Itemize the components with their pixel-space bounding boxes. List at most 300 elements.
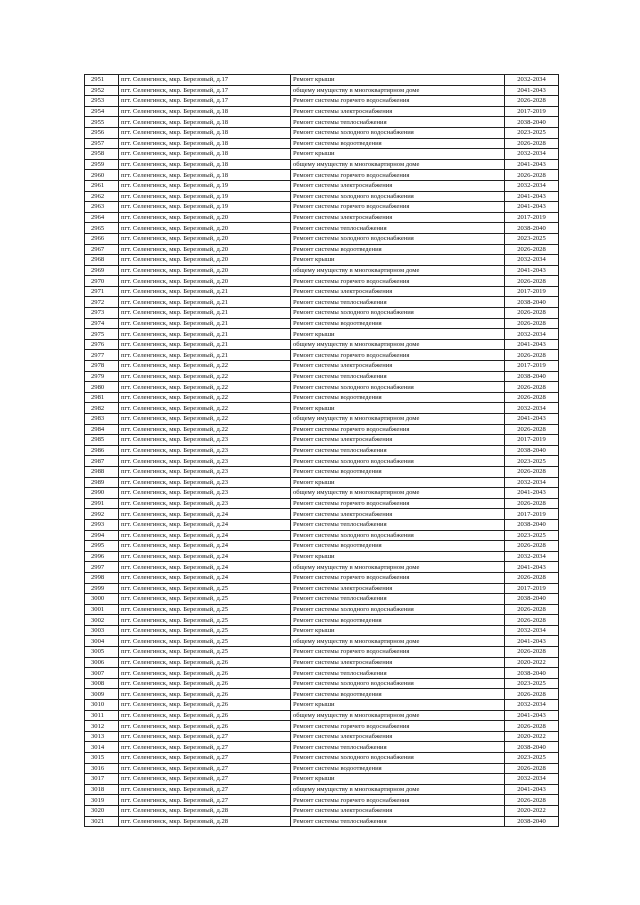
period-cell: 2038-2040: [505, 297, 559, 308]
table-row: [85, 424, 559, 435]
table-row: [85, 350, 559, 361]
period-cell: 2041-2043: [505, 202, 559, 213]
address-cell: пгт. Селенгинск, мкр. Березовый, д.20: [119, 212, 291, 223]
table-row: [85, 541, 559, 552]
work-type-cell: Ремонт системы горячего водоснабжения: [291, 498, 505, 509]
period-cell: 2032-2034: [505, 180, 559, 191]
work-type-cell: Ремонт системы холодного водоснабжения: [291, 604, 505, 615]
table-row: [85, 551, 559, 562]
address-cell: пгт. Селенгинск, мкр. Березовый, д.22: [119, 414, 291, 425]
table-row: [85, 403, 559, 414]
row-number: 3005: [85, 647, 119, 658]
work-type-cell: Ремонт системы холодного водоснабжения: [291, 308, 505, 319]
address-cell: пгт. Селенгинск, мкр. Березовый, д.21: [119, 339, 291, 350]
table-row: [85, 678, 559, 689]
work-type-cell: Ремонт крыши: [291, 75, 505, 86]
row-number: 2994: [85, 530, 119, 541]
work-type-cell: Ремонт системы водоотведения: [291, 689, 505, 700]
address-cell: пгт. Селенгинск, мкр. Березовый, д.27: [119, 763, 291, 774]
period-cell: 2038-2040: [505, 742, 559, 753]
work-type-cell: Ремонт системы электроснабжения: [291, 731, 505, 742]
address-cell: пгт. Селенгинск, мкр. Березовый, д.21: [119, 297, 291, 308]
period-cell: 2026-2028: [505, 308, 559, 319]
table-row: [85, 117, 559, 128]
address-cell: пгт. Селенгинск, мкр. Березовый, д.26: [119, 721, 291, 732]
row-number: 3016: [85, 763, 119, 774]
table-row: [85, 509, 559, 520]
address-cell: пгт. Селенгинск, мкр. Березовый, д.24: [119, 562, 291, 573]
table-row: [85, 572, 559, 583]
work-type-cell: Ремонт системы электроснабжения: [291, 805, 505, 816]
work-type-cell: Ремонт системы электроснабжения: [291, 583, 505, 594]
work-type-cell: Ремонт системы электроснабжения: [291, 657, 505, 668]
address-cell: пгт. Селенгинск, мкр. Березовый, д.25: [119, 647, 291, 658]
table-row: [85, 318, 559, 329]
table-row: [85, 127, 559, 138]
period-cell: 2026-2028: [505, 318, 559, 329]
row-number: 3006: [85, 657, 119, 668]
work-type-cell: общему имуществу в многоквартирном доме: [291, 85, 505, 96]
period-cell: 2032-2034: [505, 329, 559, 340]
row-number: 3010: [85, 700, 119, 711]
row-number: 3009: [85, 689, 119, 700]
period-cell: 2017-2019: [505, 106, 559, 117]
table-row: [85, 731, 559, 742]
work-type-cell: Ремонт системы теплоснабжения: [291, 297, 505, 308]
table-row: [85, 392, 559, 403]
table-row: [85, 202, 559, 213]
period-cell: 2026-2028: [505, 350, 559, 361]
table-row: [85, 223, 559, 234]
address-cell: пгт. Селенгинск, мкр. Березовый, д.22: [119, 424, 291, 435]
period-cell: 2026-2028: [505, 721, 559, 732]
work-type-cell: Ремонт системы горячего водоснабжения: [291, 276, 505, 287]
address-cell: пгт. Селенгинск, мкр. Березовый, д.27: [119, 774, 291, 785]
period-cell: 2032-2034: [505, 551, 559, 562]
period-cell: 2038-2040: [505, 519, 559, 530]
period-cell: 2020-2022: [505, 805, 559, 816]
period-cell: 2026-2028: [505, 244, 559, 255]
row-number: 2955: [85, 117, 119, 128]
table-row: [85, 774, 559, 785]
row-number: 2966: [85, 233, 119, 244]
period-cell: 2026-2028: [505, 689, 559, 700]
row-number: 3021: [85, 816, 119, 827]
repair-schedule-table: [84, 74, 559, 827]
work-type-cell: общему имуществу в многоквартирном доме: [291, 636, 505, 647]
row-number: 2982: [85, 403, 119, 414]
address-cell: пгт. Селенгинск, мкр. Березовый, д.23: [119, 456, 291, 467]
address-cell: пгт. Селенгинск, мкр. Березовый, д.25: [119, 594, 291, 605]
table-row: [85, 583, 559, 594]
address-cell: пгт. Селенгинск, мкр. Березовый, д.18: [119, 138, 291, 149]
address-cell: пгт. Селенгинск, мкр. Березовый, д.28: [119, 805, 291, 816]
address-cell: пгт. Селенгинск, мкр. Березовый, д.20: [119, 223, 291, 234]
table-row: [85, 784, 559, 795]
work-type-cell: Ремонт крыши: [291, 551, 505, 562]
table-row: [85, 106, 559, 117]
period-cell: 2032-2034: [505, 477, 559, 488]
period-cell: 2017-2019: [505, 286, 559, 297]
address-cell: пгт. Селенгинск, мкр. Березовый, д.17: [119, 75, 291, 86]
period-cell: 2026-2028: [505, 615, 559, 626]
work-type-cell: Ремонт системы теплоснабжения: [291, 445, 505, 456]
work-type-cell: Ремонт системы горячего водоснабжения: [291, 647, 505, 658]
address-cell: пгт. Селенгинск, мкр. Березовый, д.23: [119, 466, 291, 477]
work-type-cell: общему имуществу в многоквартирном доме: [291, 562, 505, 573]
work-type-cell: общему имуществу в многоквартирном доме: [291, 784, 505, 795]
table-row: [85, 657, 559, 668]
repair-schedule-table-wrap: [84, 74, 558, 827]
table-row: [85, 615, 559, 626]
period-cell: 2017-2019: [505, 509, 559, 520]
work-type-cell: Ремонт системы водоотведения: [291, 318, 505, 329]
period-cell: 2023-2025: [505, 530, 559, 541]
row-number: 2954: [85, 106, 119, 117]
row-number: 2973: [85, 308, 119, 319]
period-cell: 2041-2043: [505, 784, 559, 795]
work-type-cell: Ремонт крыши: [291, 625, 505, 636]
period-cell: 2041-2043: [505, 414, 559, 425]
table-row: [85, 742, 559, 753]
row-number: 2959: [85, 159, 119, 170]
table-row: [85, 562, 559, 573]
work-type-cell: Ремонт системы электроснабжения: [291, 361, 505, 372]
work-type-cell: Ремонт системы водоотведения: [291, 392, 505, 403]
row-number: 2998: [85, 572, 119, 583]
work-type-cell: общему имуществу в многоквартирном доме: [291, 710, 505, 721]
table-row: [85, 255, 559, 266]
work-type-cell: Ремонт крыши: [291, 477, 505, 488]
address-cell: пгт. Селенгинск, мкр. Березовый, д.22: [119, 382, 291, 393]
work-type-cell: Ремонт системы горячего водоснабжения: [291, 350, 505, 361]
address-cell: пгт. Селенгинск, мкр. Березовый, д.24: [119, 519, 291, 530]
period-cell: 2017-2019: [505, 212, 559, 223]
address-cell: пгт. Селенгинск, мкр. Березовый, д.25: [119, 583, 291, 594]
period-cell: 2020-2022: [505, 657, 559, 668]
work-type-cell: Ремонт крыши: [291, 774, 505, 785]
work-type-cell: Ремонт крыши: [291, 403, 505, 414]
period-cell: 2026-2028: [505, 276, 559, 287]
work-type-cell: Ремонт системы водоотведения: [291, 763, 505, 774]
address-cell: пгт. Селенгинск, мкр. Березовый, д.22: [119, 403, 291, 414]
period-cell: 2026-2028: [505, 170, 559, 181]
row-number: 3003: [85, 625, 119, 636]
period-cell: 2038-2040: [505, 117, 559, 128]
work-type-cell: Ремонт системы теплоснабжения: [291, 816, 505, 827]
address-cell: пгт. Селенгинск, мкр. Березовый, д.18: [119, 117, 291, 128]
row-number: 2968: [85, 255, 119, 266]
table-row: [85, 753, 559, 764]
period-cell: 2026-2028: [505, 498, 559, 509]
address-cell: пгт. Селенгинск, мкр. Березовый, д.27: [119, 742, 291, 753]
row-number: 2969: [85, 265, 119, 276]
period-cell: 2041-2043: [505, 488, 559, 499]
period-cell: 2026-2028: [505, 466, 559, 477]
address-cell: пгт. Селенгинск, мкр. Березовый, д.23: [119, 498, 291, 509]
work-type-cell: Ремонт крыши: [291, 700, 505, 711]
row-number: 2963: [85, 202, 119, 213]
table-row: [85, 466, 559, 477]
address-cell: пгт. Селенгинск, мкр. Березовый, д.24: [119, 572, 291, 583]
table-row: [85, 276, 559, 287]
row-number: 2977: [85, 350, 119, 361]
period-cell: 2026-2028: [505, 572, 559, 583]
address-cell: пгт. Селенгинск, мкр. Березовый, д.25: [119, 604, 291, 615]
table-row: [85, 700, 559, 711]
work-type-cell: Ремонт системы электроснабжения: [291, 106, 505, 117]
row-number: 2991: [85, 498, 119, 509]
row-number: 3020: [85, 805, 119, 816]
row-number: 3012: [85, 721, 119, 732]
address-cell: пгт. Селенгинск, мкр. Березовый, д.21: [119, 318, 291, 329]
address-cell: пгт. Селенгинск, мкр. Березовый, д.18: [119, 159, 291, 170]
work-type-cell: Ремонт системы водоотведения: [291, 466, 505, 477]
table-row: [85, 339, 559, 350]
period-cell: 2041-2043: [505, 265, 559, 276]
period-cell: 2032-2034: [505, 774, 559, 785]
address-cell: пгт. Селенгинск, мкр. Березовый, д.26: [119, 657, 291, 668]
row-number: 2997: [85, 562, 119, 573]
period-cell: 2038-2040: [505, 816, 559, 827]
row-number: 2960: [85, 170, 119, 181]
table-row: [85, 170, 559, 181]
address-cell: пгт. Селенгинск, мкр. Березовый, д.27: [119, 795, 291, 806]
row-number: 2952: [85, 85, 119, 96]
period-cell: 2026-2028: [505, 604, 559, 615]
period-cell: 2026-2028: [505, 424, 559, 435]
row-number: 2953: [85, 96, 119, 107]
row-number: 2970: [85, 276, 119, 287]
address-cell: пгт. Селенгинск, мкр. Березовый, д.26: [119, 700, 291, 711]
period-cell: 2038-2040: [505, 445, 559, 456]
table-row: [85, 519, 559, 530]
period-cell: 2041-2043: [505, 159, 559, 170]
period-cell: 2041-2043: [505, 339, 559, 350]
address-cell: пгт. Селенгинск, мкр. Березовый, д.21: [119, 329, 291, 340]
work-type-cell: Ремонт крыши: [291, 149, 505, 160]
row-number: 2981: [85, 392, 119, 403]
table-row: [85, 636, 559, 647]
work-type-cell: Ремонт системы холодного водоснабжения: [291, 191, 505, 202]
address-cell: пгт. Селенгинск, мкр. Березовый, д.18: [119, 106, 291, 117]
period-cell: 2032-2034: [505, 149, 559, 160]
address-cell: пгт. Селенгинск, мкр. Березовый, д.27: [119, 753, 291, 764]
table-row: [85, 721, 559, 732]
address-cell: пгт. Селенгинск, мкр. Березовый, д.20: [119, 233, 291, 244]
table-row: [85, 265, 559, 276]
period-cell: 2026-2028: [505, 647, 559, 658]
work-type-cell: Ремонт системы электроснабжения: [291, 286, 505, 297]
work-type-cell: Ремонт системы холодного водоснабжения: [291, 382, 505, 393]
work-type-cell: Ремонт системы теплоснабжения: [291, 223, 505, 234]
work-type-cell: Ремонт системы холодного водоснабжения: [291, 678, 505, 689]
period-cell: 2041-2043: [505, 636, 559, 647]
row-number: 3015: [85, 753, 119, 764]
period-cell: 2032-2034: [505, 75, 559, 86]
address-cell: пгт. Селенгинск, мкр. Березовый, д.27: [119, 731, 291, 742]
row-number: 2956: [85, 127, 119, 138]
period-cell: 2032-2034: [505, 255, 559, 266]
work-type-cell: Ремонт системы холодного водоснабжения: [291, 530, 505, 541]
address-cell: пгт. Селенгинск, мкр. Березовый, д.25: [119, 636, 291, 647]
address-cell: пгт. Селенгинск, мкр. Березовый, д.17: [119, 85, 291, 96]
row-number: 2995: [85, 541, 119, 552]
address-cell: пгт. Селенгинск, мкр. Березовый, д.17: [119, 96, 291, 107]
table-row: [85, 805, 559, 816]
work-type-cell: Ремонт крыши: [291, 329, 505, 340]
address-cell: пгт. Селенгинск, мкр. Березовый, д.22: [119, 361, 291, 372]
period-cell: 2032-2034: [505, 625, 559, 636]
table-row: [85, 816, 559, 827]
row-number: 2971: [85, 286, 119, 297]
row-number: 3018: [85, 784, 119, 795]
address-cell: пгт. Селенгинск, мкр. Березовый, д.23: [119, 488, 291, 499]
table-row: [85, 286, 559, 297]
address-cell: пгт. Селенгинск, мкр. Березовый, д.18: [119, 149, 291, 160]
work-type-cell: Ремонт системы теплоснабжения: [291, 594, 505, 605]
address-cell: пгт. Селенгинск, мкр. Березовый, д.24: [119, 530, 291, 541]
table-row: [85, 308, 559, 319]
row-number: 2976: [85, 339, 119, 350]
row-number: 2964: [85, 212, 119, 223]
period-cell: 2026-2028: [505, 96, 559, 107]
table-row: [85, 795, 559, 806]
address-cell: пгт. Селенгинск, мкр. Березовый, д.21: [119, 286, 291, 297]
work-type-cell: Ремонт системы горячего водоснабжения: [291, 96, 505, 107]
address-cell: пгт. Селенгинск, мкр. Березовый, д.20: [119, 255, 291, 266]
address-cell: пгт. Селенгинск, мкр. Березовый, д.22: [119, 392, 291, 403]
work-type-cell: Ремонт системы горячего водоснабжения: [291, 170, 505, 181]
row-number: 3004: [85, 636, 119, 647]
period-cell: 2038-2040: [505, 223, 559, 234]
row-number: 2996: [85, 551, 119, 562]
row-number: 2951: [85, 75, 119, 86]
table-row: [85, 435, 559, 446]
row-number: 3008: [85, 678, 119, 689]
work-type-cell: Ремонт системы горячего водоснабжения: [291, 795, 505, 806]
table-row: [85, 530, 559, 541]
address-cell: пгт. Селенгинск, мкр. Березовый, д.18: [119, 127, 291, 138]
row-number: 2967: [85, 244, 119, 255]
row-number: 2993: [85, 519, 119, 530]
period-cell: 2026-2028: [505, 392, 559, 403]
row-number: 3001: [85, 604, 119, 615]
address-cell: пгт. Селенгинск, мкр. Березовый, д.22: [119, 371, 291, 382]
period-cell: 2026-2028: [505, 382, 559, 393]
period-cell: 2023-2025: [505, 127, 559, 138]
row-number: 2989: [85, 477, 119, 488]
work-type-cell: Ремонт системы электроснабжения: [291, 212, 505, 223]
table-row: [85, 488, 559, 499]
row-number: 2965: [85, 223, 119, 234]
table-row: [85, 668, 559, 679]
address-cell: пгт. Селенгинск, мкр. Березовый, д.19: [119, 180, 291, 191]
table-row: [85, 647, 559, 658]
work-type-cell: Ремонт системы теплоснабжения: [291, 117, 505, 128]
period-cell: 2017-2019: [505, 583, 559, 594]
work-type-cell: Ремонт системы электроснабжения: [291, 180, 505, 191]
period-cell: 2026-2028: [505, 763, 559, 774]
table-row: [85, 149, 559, 160]
work-type-cell: Ремонт системы электроснабжения: [291, 435, 505, 446]
row-number: 2985: [85, 435, 119, 446]
table-row: [85, 498, 559, 509]
period-cell: 2032-2034: [505, 700, 559, 711]
address-cell: пгт. Селенгинск, мкр. Березовый, д.19: [119, 202, 291, 213]
table-row: [85, 625, 559, 636]
address-cell: пгт. Селенгинск, мкр. Березовый, д.21: [119, 308, 291, 319]
table-row: [85, 85, 559, 96]
address-cell: пгт. Селенгинск, мкр. Березовый, д.21: [119, 350, 291, 361]
address-cell: пгт. Селенгинск, мкр. Березовый, д.24: [119, 509, 291, 520]
table-row: [85, 689, 559, 700]
row-number: 2957: [85, 138, 119, 149]
work-type-cell: общему имуществу в многоквартирном доме: [291, 339, 505, 350]
table-row: [85, 382, 559, 393]
work-type-cell: общему имуществу в многоквартирном доме: [291, 159, 505, 170]
table-row: [85, 297, 559, 308]
table-row: [85, 159, 559, 170]
work-type-cell: Ремонт системы водоотведения: [291, 615, 505, 626]
row-number: 2987: [85, 456, 119, 467]
table-body: [85, 75, 559, 827]
period-cell: 2023-2025: [505, 678, 559, 689]
row-number: 2958: [85, 149, 119, 160]
period-cell: 2041-2043: [505, 85, 559, 96]
address-cell: пгт. Селенгинск, мкр. Березовый, д.25: [119, 625, 291, 636]
table-row: [85, 96, 559, 107]
row-number: 3011: [85, 710, 119, 721]
work-type-cell: общему имуществу в многоквартирном доме: [291, 488, 505, 499]
address-cell: пгт. Селенгинск, мкр. Березовый, д.20: [119, 244, 291, 255]
work-type-cell: Ремонт системы электроснабжения: [291, 509, 505, 520]
address-cell: пгт. Селенгинск, мкр. Березовый, д.26: [119, 668, 291, 679]
period-cell: 2041-2043: [505, 191, 559, 202]
period-cell: 2032-2034: [505, 403, 559, 414]
row-number: 2999: [85, 583, 119, 594]
table-row: [85, 445, 559, 456]
row-number: 2988: [85, 466, 119, 477]
work-type-cell: Ремонт системы холодного водоснабжения: [291, 456, 505, 467]
period-cell: 2026-2028: [505, 541, 559, 552]
table-row: [85, 244, 559, 255]
address-cell: пгт. Селенгинск, мкр. Березовый, д.27: [119, 784, 291, 795]
work-type-cell: Ремонт системы теплоснабжения: [291, 519, 505, 530]
work-type-cell: общему имуществу в многоквартирном доме: [291, 414, 505, 425]
row-number: 3013: [85, 731, 119, 742]
table-row: [85, 361, 559, 372]
row-number: 2984: [85, 424, 119, 435]
row-number: 2979: [85, 371, 119, 382]
table-row: [85, 604, 559, 615]
row-number: 2962: [85, 191, 119, 202]
period-cell: 2038-2040: [505, 594, 559, 605]
address-cell: пгт. Селенгинск, мкр. Березовый, д.23: [119, 435, 291, 446]
address-cell: пгт. Селенгинск, мкр. Березовый, д.19: [119, 191, 291, 202]
period-cell: 2017-2019: [505, 435, 559, 446]
row-number: 2983: [85, 414, 119, 425]
work-type-cell: Ремонт системы горячего водоснабжения: [291, 572, 505, 583]
period-cell: 2017-2019: [505, 361, 559, 372]
row-number: 2986: [85, 445, 119, 456]
table-row: [85, 477, 559, 488]
work-type-cell: общему имуществу в многоквартирном доме: [291, 265, 505, 276]
address-cell: пгт. Селенгинск, мкр. Березовый, д.20: [119, 276, 291, 287]
period-cell: 2023-2025: [505, 233, 559, 244]
address-cell: пгт. Селенгинск, мкр. Березовый, д.24: [119, 541, 291, 552]
work-type-cell: Ремонт системы горячего водоснабжения: [291, 721, 505, 732]
